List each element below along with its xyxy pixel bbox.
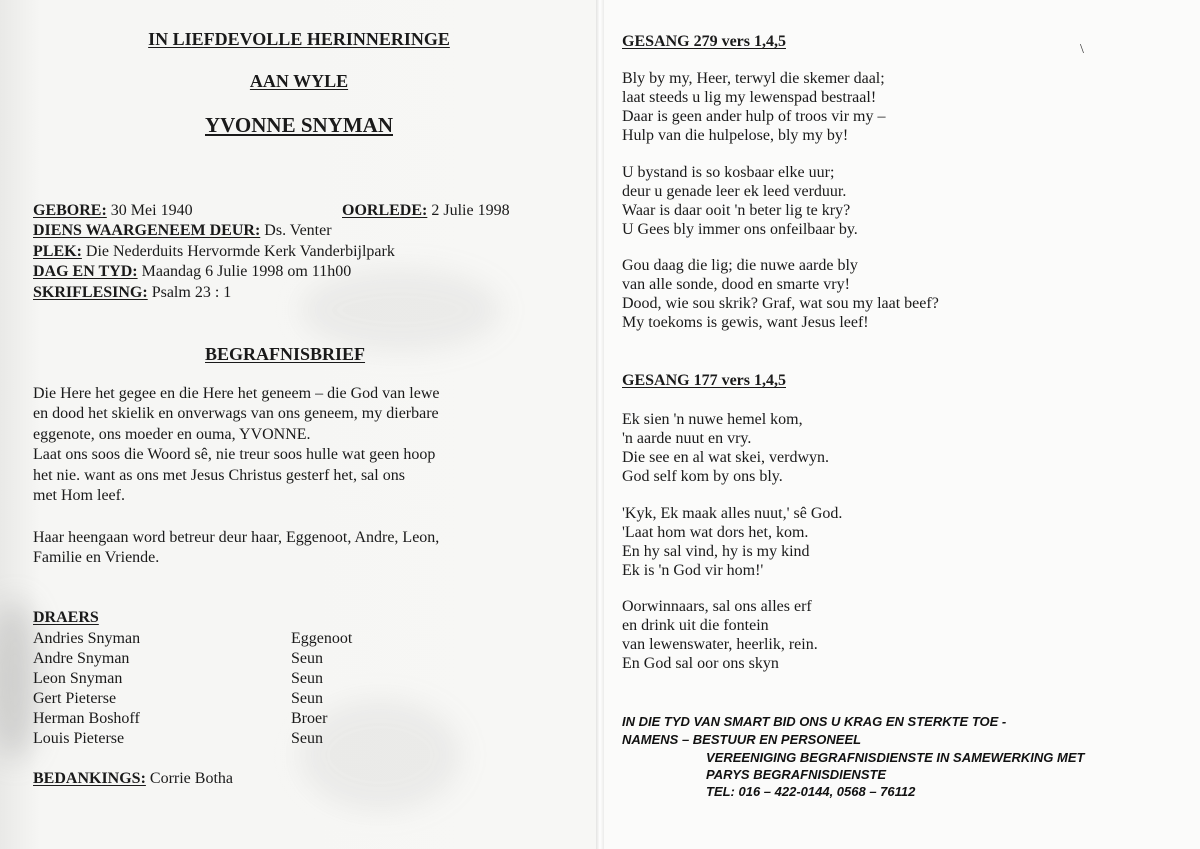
hymn1-line: Gou daag die lig; die nuwe aarde bly <box>622 257 858 274</box>
born-value: 30 Mei 1940 <box>110 202 193 219</box>
hymn1-line: Bly by my, Heer, terwyl die skemer daal; <box>622 70 885 87</box>
letter-line: Laat ons soos die Woord sê, nie treur soos hulle wat geen hoop <box>33 446 436 463</box>
footer-line: IN DIE TYD VAN SMART BID ONS U KRAG EN STERKTE TOE - <box>622 714 1007 729</box>
letter-line: het nie. want as ons met Jesus Christus gesterf het, sal ons <box>33 467 405 484</box>
hymn1-line: U Gees bly immer ons onfeilbaar by. <box>622 221 858 238</box>
died-label: OORLEDE: <box>342 202 428 219</box>
officiant-label: DIENS WAARGENEEM DEUR: <box>33 222 261 239</box>
bearer-relation: Eggenoot <box>291 630 353 647</box>
hymn1-line: Hulp van die hulpelose, bly my by! <box>622 127 849 144</box>
officiant-value: Ds. Venter <box>264 222 332 239</box>
footer-line: VEREENIGING BEGRAFNISDIENSTE IN SAMEWERKING MET <box>706 750 1085 765</box>
letter-line: met Hom leef. <box>33 487 125 504</box>
thanks-line <box>33 770 233 788</box>
bearer-name: Louis Pieterse <box>33 730 125 747</box>
hymn1-line: laat steeds u lig my lewenspad bestraal! <box>622 89 877 106</box>
died-value: 2 Julie 1998 <box>431 202 510 219</box>
bearer-relation: Seun <box>291 690 323 707</box>
thanks-label: BEDANKINGS: <box>33 770 146 787</box>
hymn1-line: deur u genade leer ek leed verduur. <box>622 183 847 200</box>
hymn2-line: 'Kyk, Ek maak alles nuut,' sê God. <box>622 505 843 522</box>
born-label: GEBORE: <box>33 202 107 219</box>
bearer-relation: Seun <box>291 670 323 687</box>
thanks-value: Corrie Botha <box>149 770 233 787</box>
hymn1-line: My toekoms is gewis, want Jesus leef! <box>622 314 869 331</box>
scan-speck: \ <box>1080 42 1084 57</box>
bearer-name: Andries Snyman <box>33 630 141 647</box>
place-label: PLEK: <box>33 243 82 260</box>
hymn1-title: GESANG 279 vers 1,4,5 <box>622 33 786 50</box>
died-line <box>342 202 510 220</box>
footer-line: PARYS BEGRAFNISDIENSTE <box>706 767 887 782</box>
reading-value: Psalm 23 : 1 <box>151 284 232 301</box>
bearers-title: DRAERS <box>33 609 99 626</box>
bearer-name: Gert Pieterse <box>33 690 117 707</box>
hymn2-line: Ek is 'n God vir hom!' <box>622 562 764 579</box>
hymn2-line: En hy sal vind, hy is my kind <box>622 543 810 560</box>
hymn2-line: Oorwinnaars, sal ons alles erf <box>622 598 812 615</box>
hymn2-line: God self kom by ons bly. <box>622 468 783 485</box>
born-line <box>33 202 193 220</box>
scan-shadow <box>300 270 500 350</box>
letter-line: en dood het skielik en onverwags van ons geneem, my dierbare <box>33 405 439 422</box>
letter-line: eggenote, ons moeder en ouma, YVONNE. <box>33 426 311 443</box>
hymn2-line: van lewenswater, heerlik, rein. <box>622 636 818 653</box>
datetime-line <box>33 263 351 281</box>
hymn2-line: En God sal oor ons skyn <box>622 655 779 672</box>
mourners-line: Familie en Vriende. <box>33 549 160 566</box>
letter-line: Die Here het gegee en die Here het geneem – die God van lewe <box>33 385 440 402</box>
hymn2-line: en drink uit die fontein <box>622 617 769 634</box>
bearer-relation: Broer <box>291 710 328 727</box>
reading-line <box>33 284 231 302</box>
bearer-relation: Seun <box>291 730 323 747</box>
memorial-subheading: AAN WYLE <box>249 71 349 91</box>
place-line <box>33 243 395 261</box>
hymn1-line: Daar is geen ander hulp of troos vir my – <box>622 108 886 125</box>
hymn2-line: Die see en al wat skei, verdwyn. <box>622 449 830 466</box>
datetime-value: Maandag 6 Julie 1998 om 11h00 <box>141 263 352 280</box>
place-value: Die Nederduits Hervormde Kerk Vanderbijlpark <box>85 243 395 260</box>
bearer-name: Leon Snyman <box>33 670 123 687</box>
bearer-name: Herman Boshoff <box>33 710 140 727</box>
hymn2-line: 'n aarde nuut en vry. <box>622 430 752 447</box>
hymn1-line: Dood, wie sou skrik? Graf, wat sou my laat beef? <box>622 295 939 312</box>
memorial-heading: IN LIEFDEVOLLE HERINNERINGE <box>148 29 450 49</box>
deceased-name: YVONNE SNYMAN <box>205 113 393 137</box>
officiant-line <box>33 222 332 240</box>
mourners-line: Haar heengaan word betreur deur haar, Eggenoot, Andre, Leon, <box>33 529 440 546</box>
bearer-relation: Seun <box>291 650 323 667</box>
hymn2-line: 'Laat hom wat dors het, kom. <box>622 524 809 541</box>
hymn2-title: GESANG 177 vers 1,4,5 <box>622 372 786 389</box>
hymn2-line: Ek sien 'n nuwe hemel kom, <box>622 411 803 428</box>
reading-label: SKRIFLESING: <box>33 284 148 301</box>
hymn1-line: U bystand is so kosbaar elke uur; <box>622 164 835 181</box>
hymn1-line: van alle sonde, dood en smarte vry! <box>622 276 850 293</box>
footer-line: TEL: 016 – 422-0144, 0568 – 76112 <box>706 784 916 799</box>
datetime-label: DAG EN TYD: <box>33 263 138 280</box>
footer-line: NAMENS – BESTUUR EN PERSONEEL <box>622 732 862 747</box>
letter-title: BEGRAFNISBRIEF <box>205 344 366 364</box>
hymn1-line: Waar is daar ooit 'n beter lig te kry? <box>622 202 851 219</box>
bearer-name: Andre Snyman <box>33 650 130 667</box>
